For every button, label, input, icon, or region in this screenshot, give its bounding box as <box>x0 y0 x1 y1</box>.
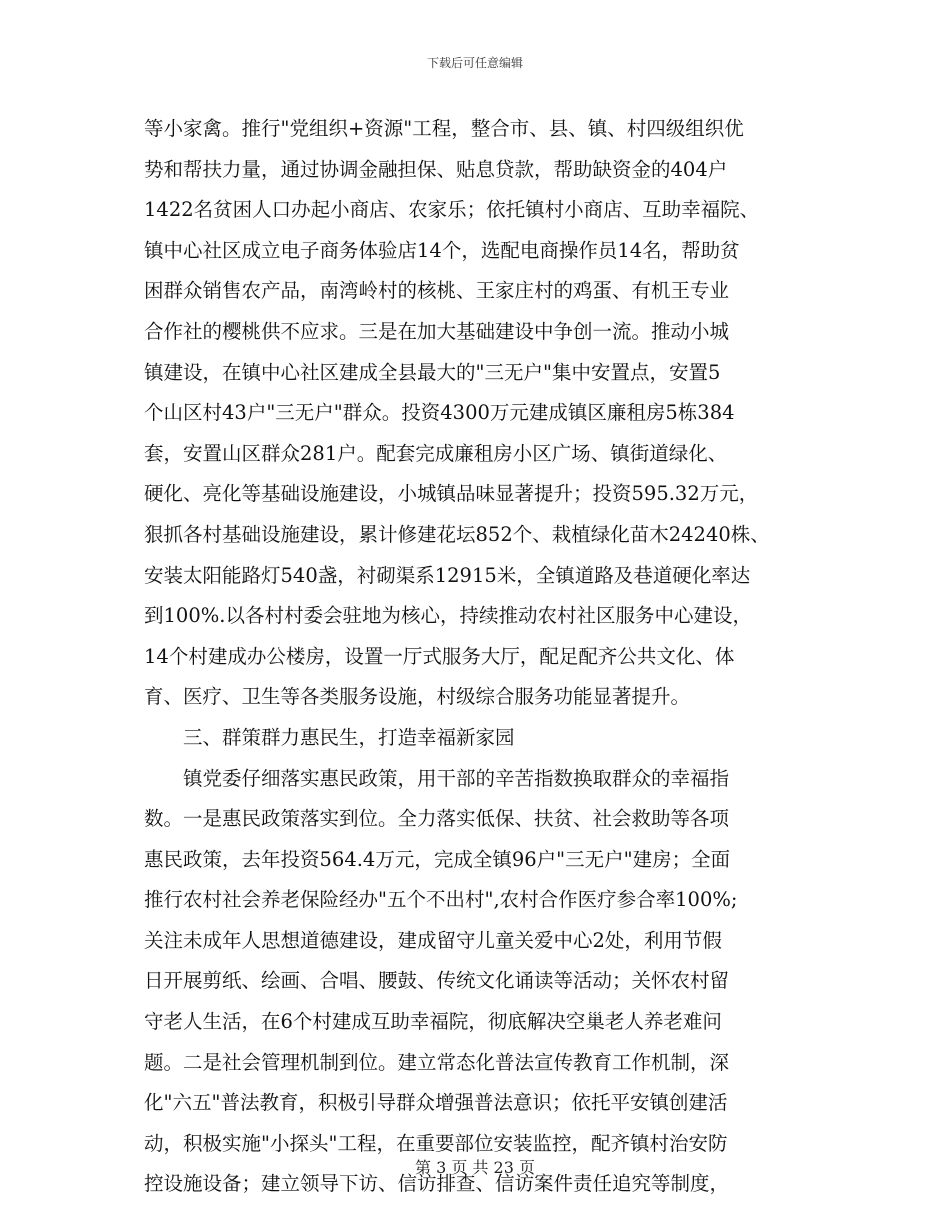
text-line: 日开展剪纸、绘画、合唱、腰鼓、传统文化诵读等活动；关怀农村留 <box>144 969 730 993</box>
page-header: 下载后可任意编辑 <box>426 56 523 70</box>
text-line: 势和帮扶力量，通过协调金融担保、贴息贷款，帮助缺资金的404户 <box>144 157 728 181</box>
text-line: 推行农村社会养老保险经办"五个不出村",农村合作医疗参合率100%; <box>144 888 738 912</box>
text-line: 育、医疗、卫生等各类服务设施，村级综合服务功能显著提升。 <box>144 685 691 709</box>
text-line: 动，积极实施"小探头"工程，在重要部位安装监控，配齐镇村治安防 <box>144 1131 728 1155</box>
paragraph-first-line: 镇党委仔细落实惠民政策，用干部的辛苦指数换取群众的幸福指 <box>183 766 730 790</box>
text-line: 数。一是惠民政策落实到位。全力落实低保、扶贫、社会救助等各项 <box>144 807 730 831</box>
text-line: 题。二是社会管理机制到位。建立常态化普法宣传教育工作机制，深 <box>144 1050 730 1074</box>
text-line: 镇建设，在镇中心社区建成全县最大的"三无户"集中安置点，安置5 <box>144 360 721 384</box>
text-line: 硬化、亮化等基础设施建设，小城镇品味显著提升；投资595.32万元， <box>144 482 759 506</box>
text-line: 化"六五"普法教育，积极引导群众增强普法意识；依托平安镇创建活 <box>144 1091 728 1115</box>
document-body <box>144 109 814 1205</box>
text-line: 合作社的樱桃供不应求。三是在加大基础建设中争创一流。推动小城 <box>144 319 730 343</box>
text-line: 守老人生活，在6个村建成互助幸福院，彻底解决空巢老人养老难问 <box>144 1010 722 1034</box>
text-line: 个山区村43户"三无户"群众。投资4300万元建成镇区廉租房5栋384 <box>144 401 735 425</box>
text-line: 惠民政策，去年投资564.4万元，完成全镇96户"三无户"建房；全面 <box>144 847 731 871</box>
text-line: 控设施设备；建立领导下访、信访排查、信访案件责任追究等制度， <box>144 1172 730 1196</box>
text-line: 1422名贫困人口办起小商店、农家乐；依托镇村小商店、互助幸福院、 <box>144 198 760 222</box>
text-line: 困群众销售农产品，南湾岭村的核桃、王家庄村的鸡蛋、有机王专业 <box>144 279 730 303</box>
text-line: 14个村建成办公楼房，设置一厅式服务大厅，配足配齐公共文化、体 <box>144 644 735 668</box>
text-line: 等小家禽。推行"党组织+资源"工程，整合市、县、镇、村四级组织优 <box>144 117 744 140</box>
text-line: 镇中心社区成立电子商务体验店14个，选配电商操作员14名，帮助贫 <box>144 238 740 262</box>
text-line: 关注未成年人思想道德建设，建成留守儿童关爱中心2处，利用节假 <box>144 928 722 952</box>
section-heading: 三、群策群力惠民生，打造幸福新家园 <box>183 725 515 749</box>
text-line: 狠抓各村基础设施建设，累计修建花坛852个、栽植绿化苗木24240株、 <box>144 522 770 546</box>
text-line: 安装太阳能路灯540盏，衬砌渠系12915米，全镇道路及巷道硬化率达 <box>144 563 751 587</box>
page-footer: 第 3 页 共 23 页 <box>415 1158 535 1177</box>
text-line: 到100%.以各村村委会驻地为核心，持续推动农村社区服务中心建设， <box>144 604 752 628</box>
text-line: 套，安置山区群众281户。配套完成廉租房小区广场、镇街道绿化、 <box>144 441 728 465</box>
